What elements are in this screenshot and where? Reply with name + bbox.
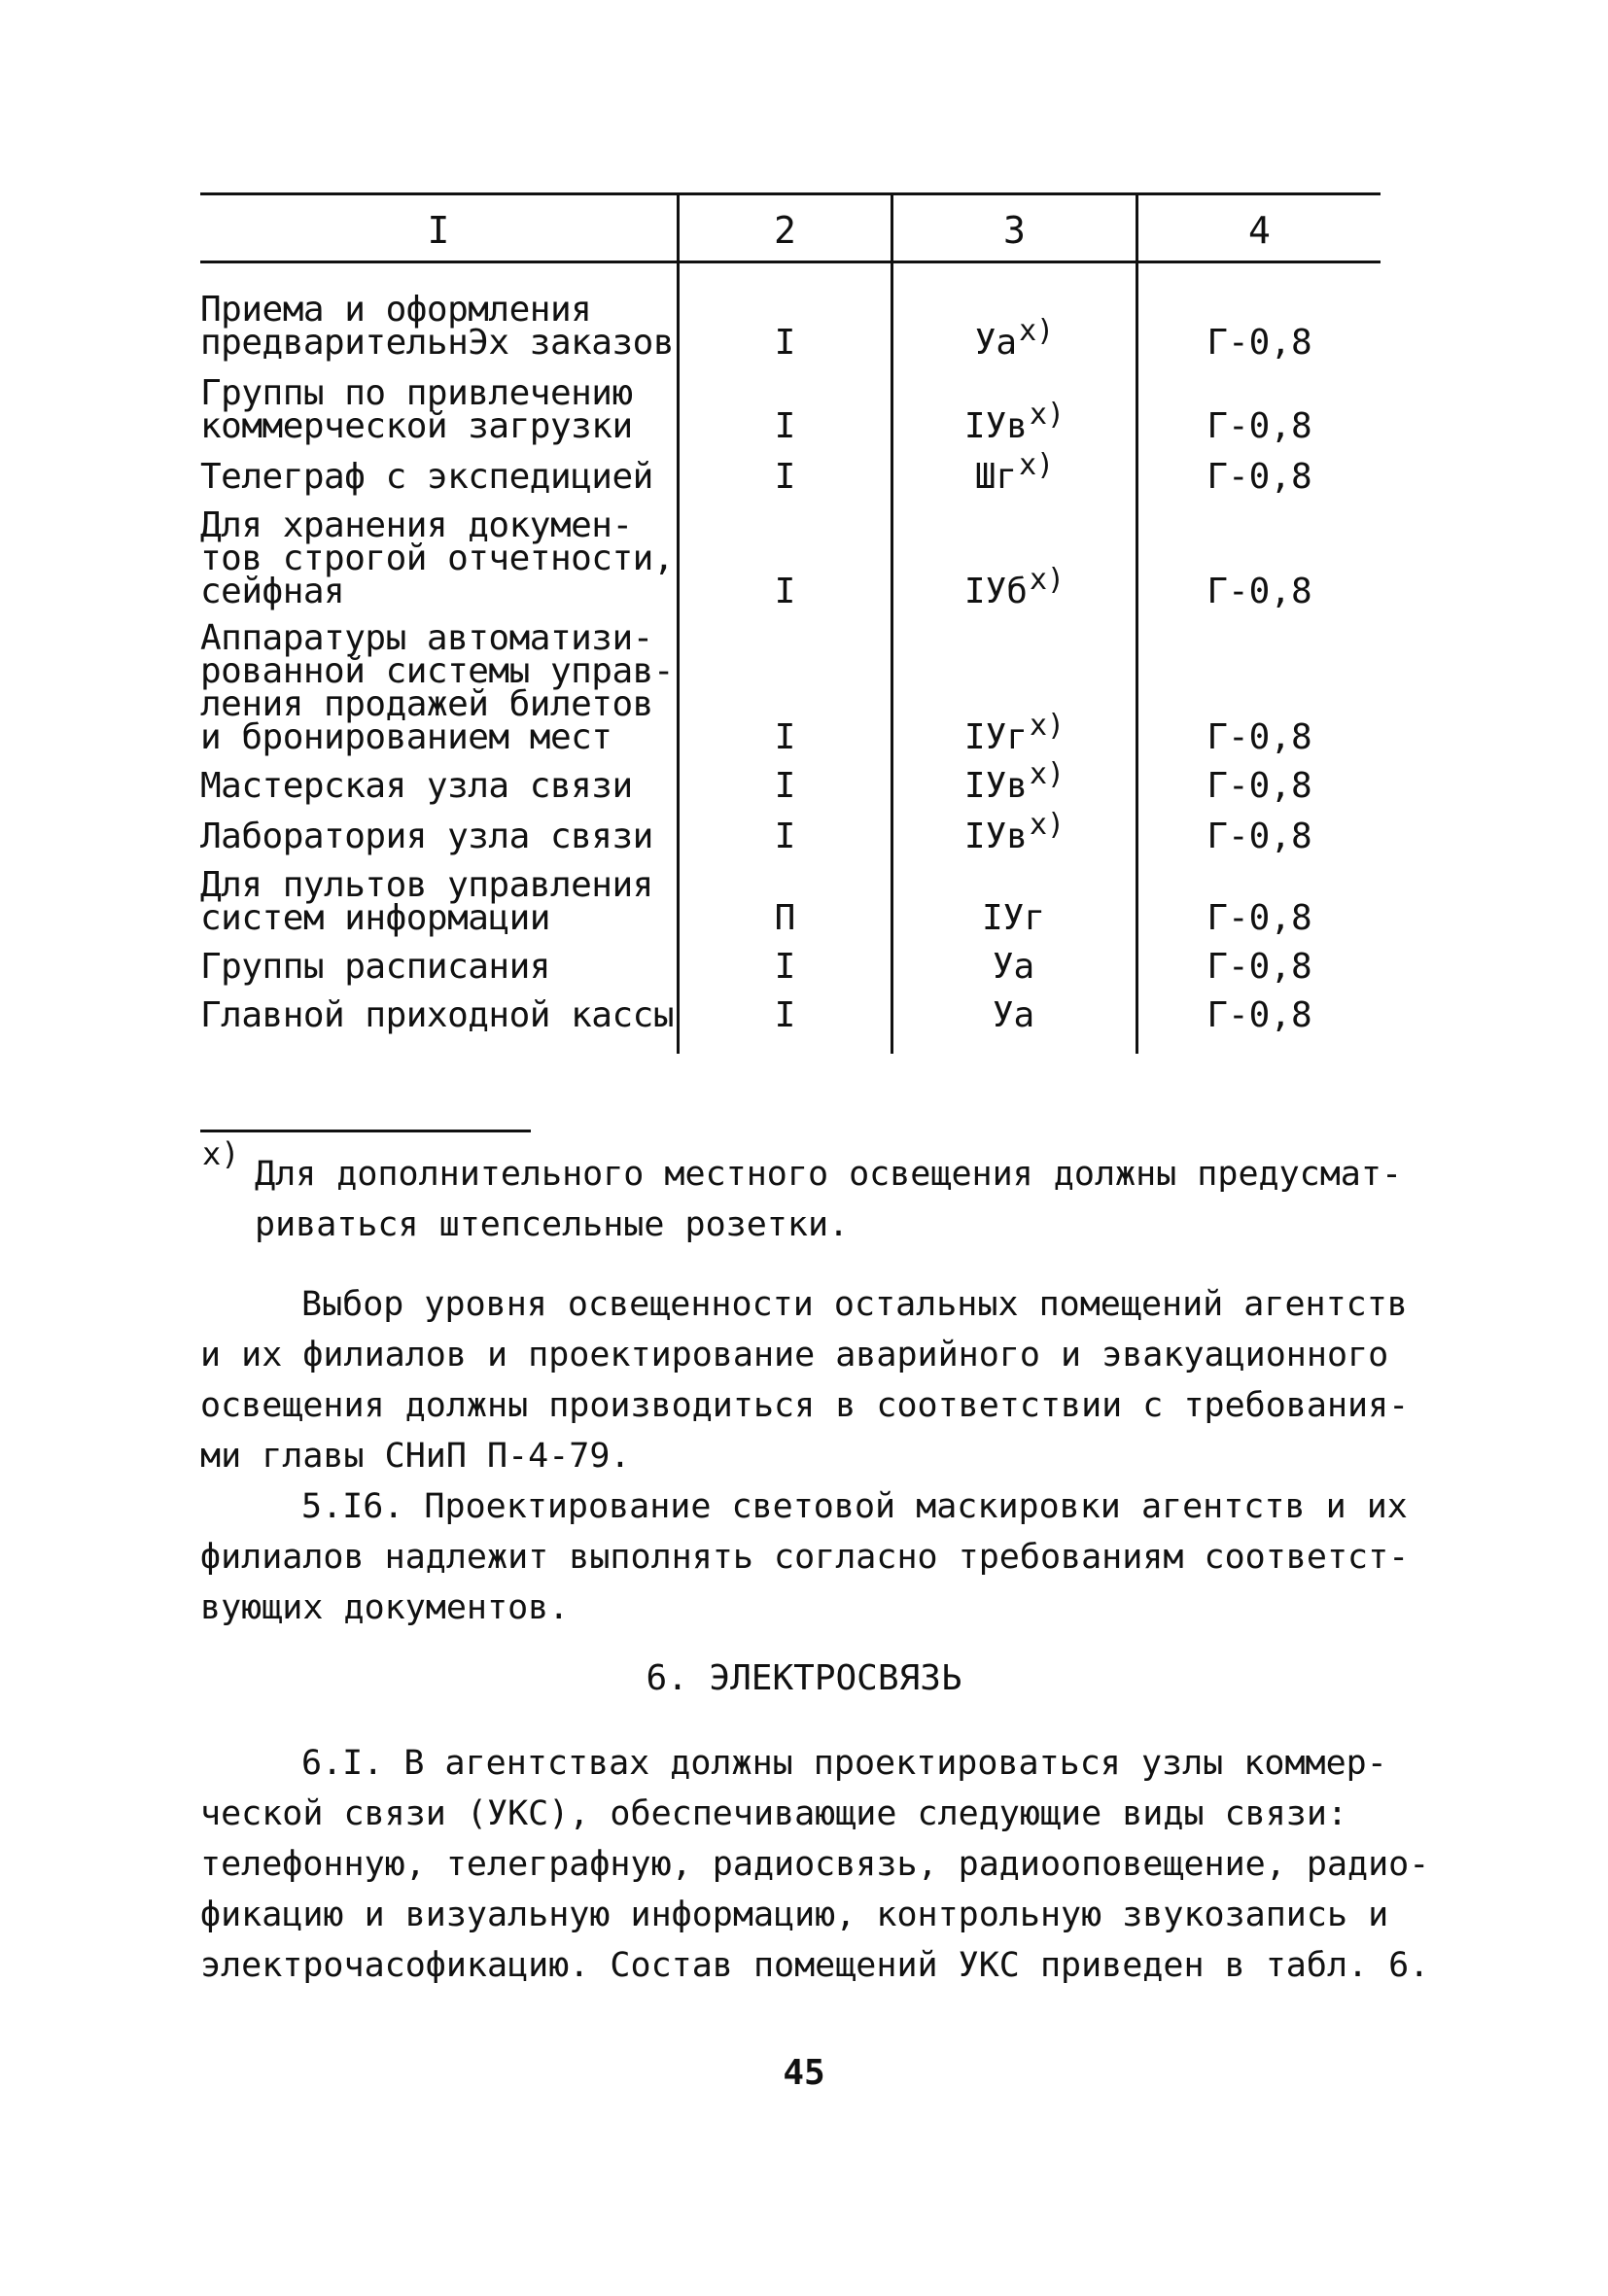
subcategory xyxy=(893,448,1136,497)
room-name: Лаборатория узла связи xyxy=(200,817,653,856)
norm: Г-0,8 xyxy=(1206,947,1312,987)
column-header-1: I xyxy=(427,209,450,252)
text-line: 5.I6. Проектирование световой маскировки агентств и их xyxy=(301,1487,1408,1526)
table-row xyxy=(200,505,1381,609)
norm: Г-0,8 xyxy=(1206,323,1312,363)
subcategory-value: IУб xyxy=(963,572,1028,611)
text-line: риваться штепсельные розетки. xyxy=(255,1205,850,1244)
table-row xyxy=(200,865,1381,938)
category: I xyxy=(774,817,796,856)
norm: Г-0,8 xyxy=(1206,766,1312,806)
column-header-4: 4 xyxy=(1248,209,1271,252)
footnote-ref: х) xyxy=(1029,757,1066,791)
subcategory-value: IУг xyxy=(981,898,1046,938)
table-row xyxy=(200,373,1381,446)
room-name: Мастерская узла связи xyxy=(200,766,633,806)
footnote-ref: х) xyxy=(1019,448,1055,482)
room-name: Аппаратуры автоматизи- рованной системы управ- ления продажей билетов и бронированием мест xyxy=(200,618,674,757)
footnote-ref: х) xyxy=(1029,398,1066,432)
category: I xyxy=(774,457,796,497)
subcategory xyxy=(893,890,1136,938)
subcategory xyxy=(893,398,1136,446)
table-row xyxy=(200,935,1381,987)
text-line: телефонную, телеграфную, радиосвязь, радиооповещение, радио- xyxy=(200,1845,1430,1884)
category: I xyxy=(774,947,796,987)
subcategory xyxy=(893,939,1136,987)
table-row xyxy=(200,805,1381,856)
category: I xyxy=(774,323,796,363)
room-name: Группы по привлечению коммерческой загрузки xyxy=(200,373,633,446)
text-line: ми главы СНиП П-4-79. xyxy=(200,1437,631,1476)
room-name: Для хранения докумен- тов строгой отчетности, сейфная xyxy=(200,505,674,611)
table-row xyxy=(200,618,1381,757)
table-row xyxy=(200,754,1381,806)
paragraph-5-16 xyxy=(200,1481,1410,1633)
norm: Г-0,8 xyxy=(1206,898,1312,938)
footnote-mark: х) xyxy=(202,1135,240,1172)
subcategory-value: IУв xyxy=(963,817,1028,856)
subcategory-value: IУг xyxy=(963,717,1028,757)
footnote-ref: х) xyxy=(1029,808,1066,842)
text-line: Для дополнительного местного освещения должны предусмат- xyxy=(255,1155,1403,1194)
subcategory xyxy=(893,709,1136,757)
column-header-3: 3 xyxy=(1003,209,1026,252)
subcategory-value: Шг xyxy=(974,457,1018,497)
footnote-text xyxy=(255,1149,1402,1250)
norm: Г-0,8 xyxy=(1206,457,1312,497)
text-line: фикацию и визуальную информацию, контрольную звукозапись и xyxy=(200,1896,1389,1934)
table-header-rule xyxy=(200,261,1381,263)
category: П xyxy=(774,898,796,938)
subcategory-value: IУв xyxy=(963,406,1028,446)
room-name: Для пультов управления систем информации xyxy=(200,865,653,938)
section-heading: 6. ЭЛЕКТРОСВЯЗЬ xyxy=(646,1658,962,1698)
text-line: Выбор уровня освещенности остальных помещений агентств xyxy=(301,1285,1408,1324)
norm: Г-0,8 xyxy=(1206,717,1312,757)
subcategory xyxy=(893,808,1136,856)
room-name: Главной приходной кассы xyxy=(200,995,674,1035)
subcategory-value: Уа xyxy=(992,947,1035,987)
column-header-2: 2 xyxy=(774,209,796,252)
category: I xyxy=(774,995,796,1035)
footnote-rule xyxy=(200,1130,531,1132)
table-top-rule xyxy=(200,192,1381,195)
text-line: и их филиалов и проектирование аварийного и эвакуационного xyxy=(200,1336,1389,1374)
table-row xyxy=(200,290,1381,363)
text-line: электрочасофикацию. Состав помещений УКС приведен в табл. 6. xyxy=(200,1946,1430,1985)
norm: Г-0,8 xyxy=(1206,817,1312,856)
page-number: 45 xyxy=(783,2053,825,2093)
footnote-ref: х) xyxy=(1029,563,1066,597)
category: I xyxy=(774,766,796,806)
subcategory xyxy=(893,988,1136,1035)
category: I xyxy=(774,572,796,611)
paragraph-6-1 xyxy=(200,1738,1430,1991)
category: I xyxy=(774,406,796,446)
text-line: ческой связи (УКС), обеспечивающие следующие виды связи: xyxy=(200,1794,1348,1833)
subcategory xyxy=(893,757,1136,806)
text-line: освещения должны производиться в соответствии с требования- xyxy=(200,1386,1410,1425)
room-name: Приема и оформления предварительнЭх заказов xyxy=(200,290,674,363)
room-name: Группы расписания xyxy=(200,947,550,987)
subcategory xyxy=(893,314,1136,363)
norm: Г-0,8 xyxy=(1206,406,1312,446)
category: I xyxy=(774,717,796,757)
table-row xyxy=(200,445,1381,497)
paragraph-lighting xyxy=(200,1279,1410,1481)
norm: Г-0,8 xyxy=(1206,572,1312,611)
table-row xyxy=(200,984,1381,1035)
subcategory xyxy=(893,564,1136,609)
footnote-ref: х) xyxy=(1029,709,1066,743)
subcategory-value: IУв xyxy=(963,766,1028,806)
text-line: 6.I. В агентствах должны проектироваться узлы коммер- xyxy=(301,1744,1387,1783)
footnote-ref: х) xyxy=(1019,314,1055,348)
norm: Г-0,8 xyxy=(1206,995,1312,1035)
subcategory-value: Уа xyxy=(974,323,1018,363)
text-line: филиалов надлежит выполнять согласно требованиям соответст- xyxy=(200,1538,1410,1577)
subcategory-value: Уа xyxy=(992,995,1035,1035)
text-line: вующих документов. xyxy=(200,1588,570,1627)
room-name: Телеграф с экспедицией xyxy=(200,457,653,497)
